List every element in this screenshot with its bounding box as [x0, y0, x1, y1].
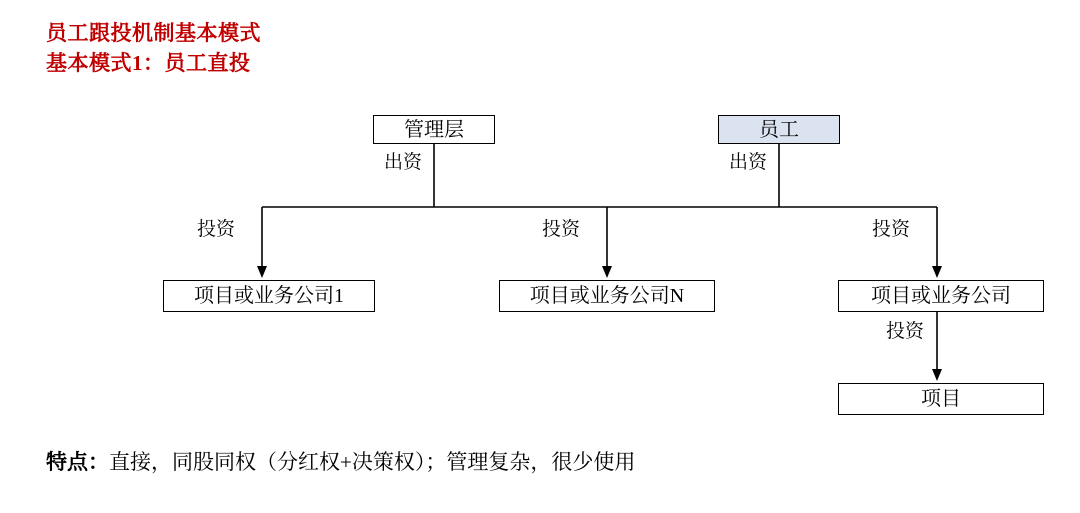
node-company-1 — [163, 280, 375, 312]
node-employee — [718, 115, 840, 144]
node-management — [373, 115, 495, 144]
node-company-label: 项目或业务公司 — [871, 285, 1011, 307]
edge-label-contribute-right-text: 出资 — [729, 152, 768, 173]
edge-label-invest-3 — [872, 220, 910, 239]
title-line-1: 员工跟投机制基本模式 — [46, 21, 261, 45]
node-company-1-label: 项目或业务公司1 — [194, 285, 344, 307]
node-project-label: 项目 — [921, 388, 961, 410]
edge-label-invest-4-text: 投资 — [886, 321, 925, 342]
node-company-n-label: 项目或业务公司N — [529, 285, 685, 307]
footer-lead: 特点： — [46, 450, 109, 474]
edge-label-contribute-left-text: 出资 — [384, 152, 423, 173]
node-management-label: 管理层 — [404, 118, 464, 141]
edge-label-contribute-left — [384, 153, 422, 172]
node-company-n — [499, 280, 715, 312]
page-title — [46, 18, 261, 78]
edge-label-invest-2 — [542, 220, 580, 239]
edge-label-invest-1 — [197, 220, 235, 239]
title-line-2: 基本模式1：员工直投 — [46, 51, 251, 75]
footer-text: 直接，同股同权（分红权+决策权）；管理复杂，很少使用 — [109, 450, 636, 474]
edge-label-invest-1-text: 投资 — [197, 219, 236, 240]
node-project — [838, 383, 1044, 415]
node-employee-label: 员工 — [759, 118, 799, 141]
edge-label-invest-4 — [886, 322, 924, 341]
footer-note — [46, 446, 635, 476]
edge-label-invest-3-text: 投资 — [872, 219, 911, 240]
edge-label-invest-2-text: 投资 — [542, 219, 581, 240]
edge-label-contribute-right — [729, 153, 767, 172]
node-company — [838, 280, 1044, 312]
